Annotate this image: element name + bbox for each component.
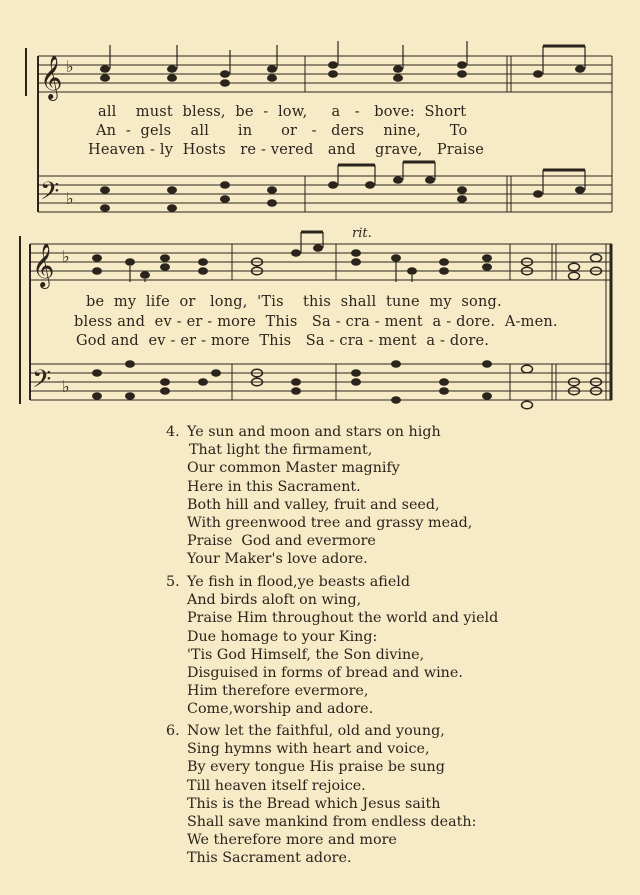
verse-line: Come,worship and adore. [187,701,374,718]
verse-6 [166,722,476,868]
bass-clef-icon: 𝄢 [40,177,60,212]
verse-line: Now let the faithful, old and young, [187,723,445,739]
lyric-line-1-2: An - gels all in or - ders nine, To [96,123,468,139]
verse-line: Sing hymns with heart and voice, [187,741,430,758]
verse-line: This is the Bread which Jesus saith [187,795,441,812]
verse-4 [166,423,472,569]
rit-mark: rit. [352,226,372,241]
verse-line: Praise Him throughout the world and yield [187,610,499,627]
flat-icon: ♭ [66,57,74,76]
verse-line: Praise God and evermore [187,533,376,550]
verse-line: Ye sun and moon and stars on high [187,424,441,440]
verse-line: With greenwood tree and grassy mead, [187,515,473,532]
music-score [0,0,640,420]
lyric-line-1-1: all must bless, be - low, a - bove: Short [98,104,467,120]
verse-line: Here in this Sacrament. [187,478,361,495]
bass-staff-1 [38,176,612,212]
verse-number: 6. [166,723,180,739]
bass-clef-icon: 𝄢 [32,365,52,400]
bass-staff-2 [30,364,612,400]
treble-staff-1 [38,56,612,92]
lyric-line-2-2: bless and ev - er - more This Sa - cra - ment a - dore. A-men. [74,314,558,330]
flat-icon: ♭ [66,189,74,208]
verse-line: And birds aloft on wing, [187,592,362,609]
verse-line: Your Maker's love adore. [187,551,368,568]
half-notes-bass-2 [252,365,602,409]
verse-line: Ye fish in flood,ye beasts afield [187,574,411,590]
stems-treble-1 [110,41,585,74]
flat-icon: ♭ [62,247,70,266]
verse-line: 'Tis God Himself, the Son divine, [187,646,425,663]
verse-line: Till heaven itself rejoice. [187,777,366,794]
verse-line: Him therefore evermore, [187,683,369,700]
half-notes-2 [252,254,602,280]
verse-line: Due homage to your King: [187,628,378,645]
verse-line: That light the firmament, [189,442,373,459]
flat-icon: ♭ [62,377,70,396]
lyric-line-2-1: be my life or long, 'Tis this shall tune my song. [86,294,502,310]
treble-clef-icon: 𝄞 [32,243,55,287]
lyric-line-2-3: God and ev - er - more This Sa - cra - ment a - dore. [76,333,490,349]
verse-line: By every tongue His praise be sung [187,759,445,776]
verse-line: Both hill and valley, fruit and seed, [187,496,440,513]
lyric-line-1-3: Heaven - ly Hosts re - vered and grave, Praise [88,142,485,158]
verse-5 [166,573,498,719]
verse-line: Disguised in forms of bread and wine. [187,665,463,682]
verse-number: 5. [166,574,180,590]
verse-line: This Sacrament adore. [187,850,352,867]
treble-clef-icon: 𝄞 [40,55,63,99]
verse-line: Shall save mankind from endless death: [187,814,477,831]
verse-line: Our common Master magnify [187,460,400,477]
verse-line: We therefore more and more [187,832,397,849]
verse-number: 4. [166,424,180,440]
